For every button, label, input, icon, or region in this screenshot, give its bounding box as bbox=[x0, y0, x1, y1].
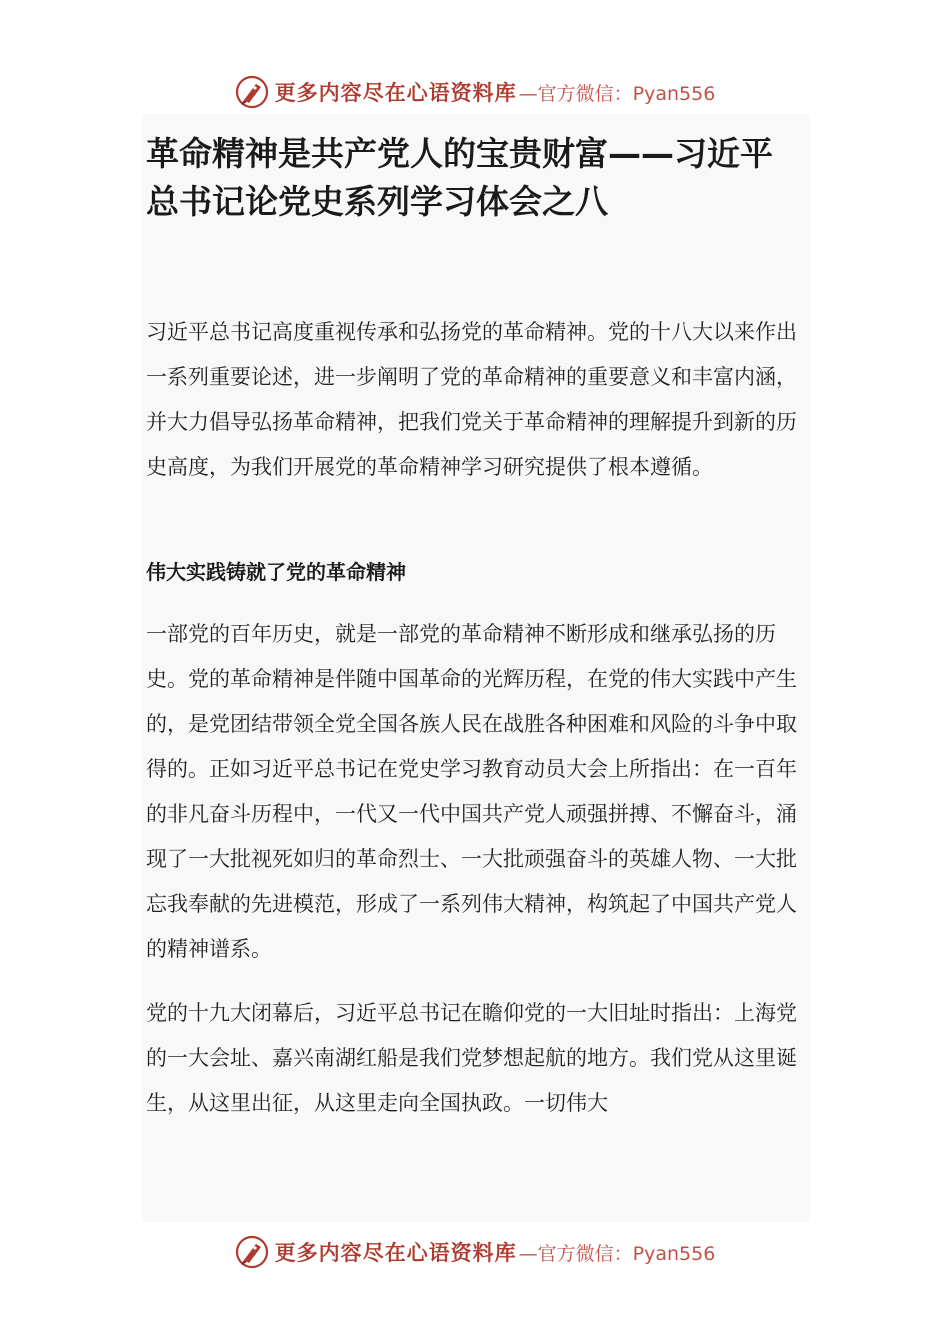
banner-wechat-text: —官方微信：Pyan556 bbox=[518, 1242, 716, 1265]
pen-logo-icon bbox=[235, 1235, 269, 1269]
header-banner bbox=[0, 72, 950, 112]
pen-logo-icon bbox=[235, 75, 269, 109]
section-heading: 伟大实践铸就了党的革命精神 bbox=[146, 560, 406, 584]
footer-banner bbox=[0, 1232, 950, 1272]
article-title: 革命精神是共产党人的宝贵财富——习近平总书记论党史系列学习体会之八 bbox=[146, 134, 773, 221]
paragraph-2: 一部党的百年历史，就是一部党的革命精神不断形成和继承弘扬的历史。党的革命精神是伴随中国革命的光辉历程，在党的伟大实践中产生的，是党团结带领全党全国各族人民在战胜各种困难和风险的斗争中取得的。正如习近平总书记在党史学习教育动员大会上所指出：在一百年的非凡奋斗历程中，一代又一代中国共产党人顽强拼搏、不懈奋斗，涌现了一大批视死如归的革命烈士、一大批顽强奋斗的英雄人物、一大批忘我奉献的先进模范，形成了一系列伟大精神，构筑起了中国共产党人的精神谱系。 bbox=[146, 622, 797, 961]
banner-brand-text: 更多内容尽在心语资料库 bbox=[274, 80, 517, 105]
paragraph-1: 习近平总书记高度重视传承和弘扬党的革命精神。党的十八大以来作出一系列重要论述，进一步阐明了党的革命精神的重要意义和丰富内涵，并大力倡导弘扬革命精神，把我们党关于革命精神的理解提升到新的历史高度，为我们开展党的革命精神学习研究提供了根本遵循。 bbox=[146, 320, 797, 479]
banner-wechat-text: —官方微信：Pyan556 bbox=[518, 82, 716, 105]
article-panel bbox=[142, 114, 810, 1222]
paragraph-3: 党的十九大闭幕后，习近平总书记在瞻仰党的一大旧址时指出：上海党的一大会址、嘉兴南湖红船是我们党梦想起航的地方。我们党从这里诞生，从这里出征，从这里走向全国执政。一切伟大 bbox=[146, 1001, 797, 1115]
banner-brand-text: 更多内容尽在心语资料库 bbox=[274, 1240, 517, 1265]
